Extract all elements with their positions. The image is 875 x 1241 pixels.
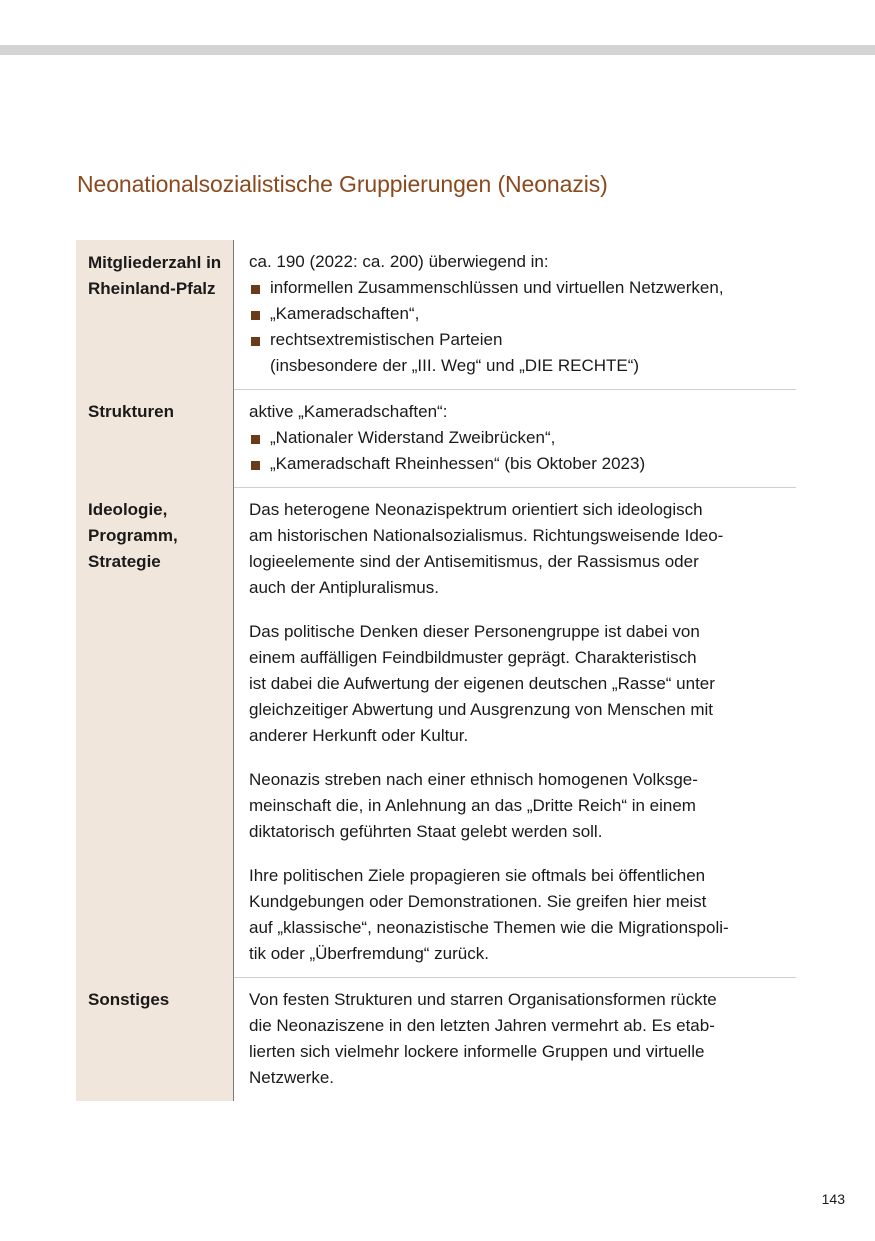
text-line: tik oder „Überfremdung“ zurück. [249, 944, 489, 963]
text-line: anderer Herkunft oder Kultur. [249, 726, 469, 745]
square-bullet-icon [251, 337, 260, 346]
square-bullet-icon [251, 435, 260, 444]
row-content [234, 389, 796, 487]
row-label [76, 240, 234, 389]
list-item: „Kameradschaft Rheinhessen“ (bis Oktober 2023) [249, 451, 784, 477]
row-content [234, 487, 796, 977]
bullet-list [249, 425, 784, 477]
list-item: „Kameradschaften“, [249, 301, 784, 327]
intro-text: aktive „Kameradschaften“: [249, 402, 448, 421]
row-label [76, 389, 234, 487]
text-line: Kundgebungen oder Demonstrationen. Sie greifen hier meist [249, 892, 707, 911]
paragraph [249, 497, 784, 601]
paragraph [249, 619, 784, 749]
text-line: Das heterogene Neonazispektrum orientiert sich ideologisch [249, 500, 703, 519]
text-line: die Neonaziszene in den letzten Jahren vermehrt ab. Es etab- [249, 1016, 715, 1035]
text-line: am historischen Nationalsozialismus. Richtungsweisende Ideo- [249, 526, 724, 545]
text-line: Neonazis streben nach einer ethnisch homogenen Volksge- [249, 770, 698, 789]
text-line: meinschaft die, in Anlehnung an das „Dritte Reich“ in einem [249, 796, 696, 815]
text-line: gleichzeitiger Abwertung und Ausgrenzung von Menschen mit [249, 700, 714, 719]
label-line: Sonstiges [88, 990, 170, 1009]
text-line: auch der Antipluralismus. [249, 578, 439, 597]
text-line: Netzwerke. [249, 1068, 335, 1087]
text-line: Von festen Strukturen und starren Organisationsformen rückte [249, 990, 717, 1009]
table-row-structures [76, 389, 796, 487]
label-line: Programm, [88, 526, 178, 545]
row-content [234, 240, 796, 389]
table-row-members [76, 240, 796, 389]
text-line: logieelemente sind der Antisemitismus, der Rassismus oder [249, 552, 699, 571]
row-label [76, 977, 234, 1101]
paragraph [249, 987, 784, 1091]
paragraph [249, 767, 784, 845]
text-line: ist dabei die Aufwertung der eigenen deutschen „Rasse“ unter [249, 674, 715, 693]
label-line: Mitgliederzahl in [88, 253, 222, 272]
top-rule [0, 45, 875, 55]
paragraph [249, 863, 784, 967]
label-line: Strategie [88, 552, 161, 571]
list-item: informellen Zusammenschlüssen und virtuellen Netzwerken, [249, 275, 784, 301]
bullet-list [249, 275, 784, 379]
row-label [76, 487, 234, 977]
square-bullet-icon [251, 311, 260, 320]
text-line: diktatorisch geführten Staat gelebt werden soll. [249, 822, 603, 841]
label-line: Rheinland-Pfalz [88, 279, 216, 298]
label-line: Strukturen [88, 402, 174, 421]
text-line: lierten sich vielmehr lockere informelle Gruppen und virtuelle [249, 1042, 705, 1061]
text-line: einem auffälligen Feindbildmuster geprägt. Charakteristisch [249, 648, 697, 667]
page-title: Neonationalsozialistische Gruppierungen (Neonazis) [77, 171, 608, 197]
info-table [76, 240, 796, 1101]
square-bullet-icon [251, 461, 260, 470]
label-line: Ideologie, [88, 500, 168, 519]
table-row-ideology [76, 487, 796, 977]
list-item: rechtsextremistischen Parteien (insbesondere der „III. Weg“ und „DIE RECHTE“) [249, 327, 784, 379]
text-line: Das politische Denken dieser Personengruppe ist dabei von [249, 622, 700, 641]
intro-text: ca. 190 (2022: ca. 200) überwiegend in: [249, 252, 549, 271]
table-row-other [76, 977, 796, 1101]
square-bullet-icon [251, 285, 260, 294]
list-item-continuation: (insbesondere der „III. Weg“ und „DIE RECHTE“) [270, 356, 640, 375]
list-item: „Nationaler Widerstand Zweibrücken“, [249, 425, 784, 451]
row-content [234, 977, 796, 1101]
text-line: Ihre politischen Ziele propagieren sie oftmals bei öffentlichen [249, 866, 706, 885]
page-number: 143 [821, 1191, 845, 1207]
text-line: auf „klassische“, neonazistische Themen wie die Migrationspoli- [249, 918, 729, 937]
